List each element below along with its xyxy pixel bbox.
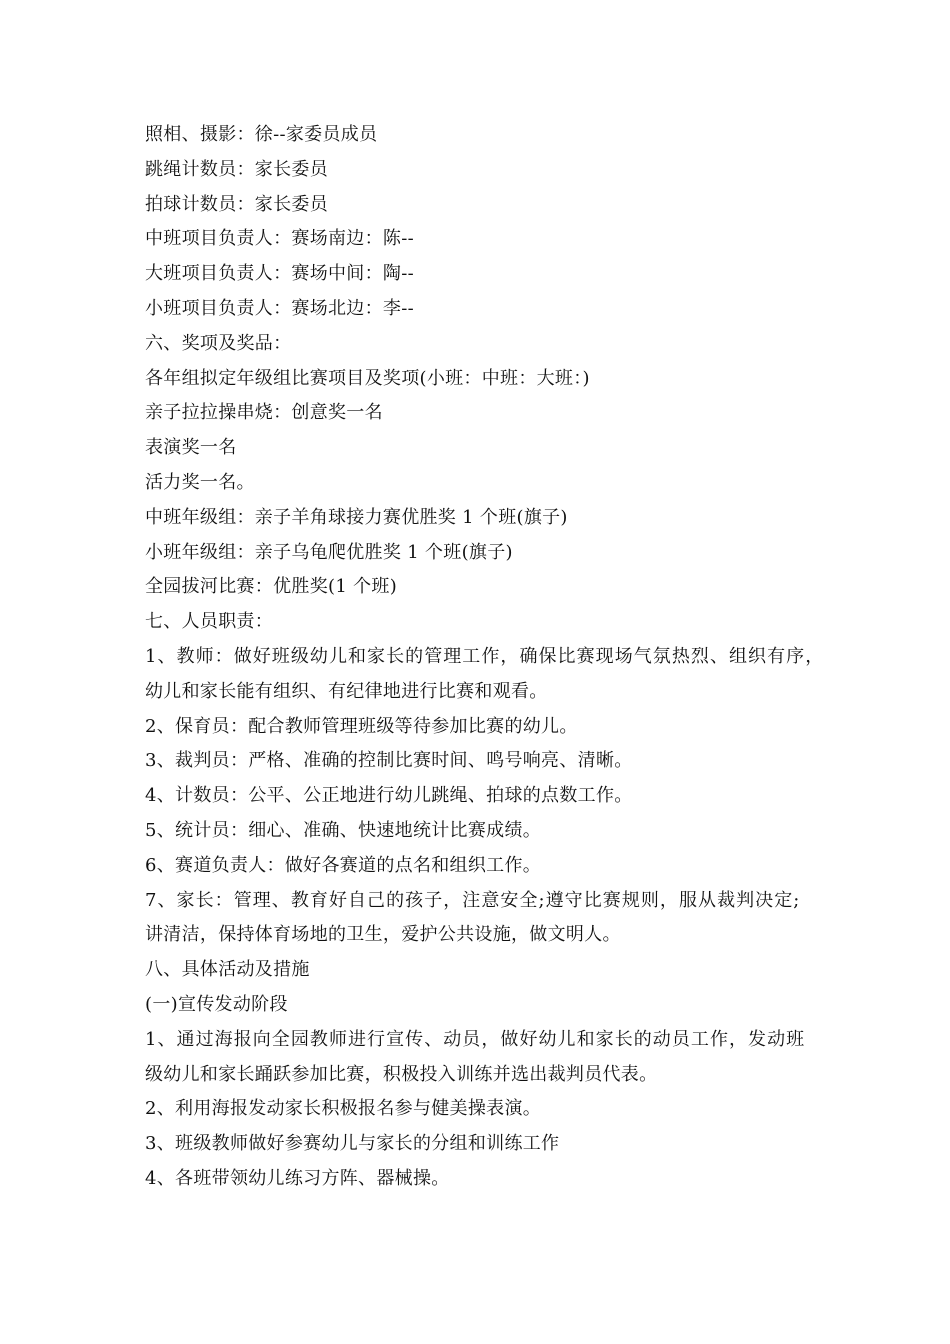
text-line-publicity-1: 1、通过海报向全园教师进行宣传、动员，做好幼儿和家长的动员工作，发动班 [145,1028,806,1050]
text-line-publicity-4: 4、各班带领幼儿练习方阵、器械操。 [145,1167,450,1189]
text-line-junior-class-lead: 小班项目负责人：赛场北边：李-- [145,297,414,319]
text-line-statistician-duty: 5、统计员：细心、准确、快速地统计比赛成绩。 [145,819,542,841]
document-body [145,118,825,1197]
text-line-parent-duty: 7、家长：管理、教育好自己的孩子，注意安全;遵守比赛规则，服从裁判决定; [145,889,801,911]
text-line-ball-counter: 拍球计数员：家长委员 [145,193,328,215]
text-line-publicity-3: 3、班级教师做好参赛幼儿与家长的分组和训练工作 [145,1133,560,1155]
section-heading-duties: 七、人员职责： [145,611,274,633]
text-line-caregiver-duty: 2、保育员：配合教师管理班级等待参加比赛的幼儿。 [145,715,578,737]
subsection-heading-publicity: (一)宣传发动阶段 [145,993,288,1015]
text-line-publicity-2: 2、利用海报发动家长积极报名参与健美操表演。 [145,1098,542,1120]
text-line-creative-award: 亲子拉拉操串烧：创意奖一名 [145,402,383,424]
text-line-parent-duty-cont: 讲清洁，保持体育场地的卫生，爱护公共设施，做文明人。 [145,924,621,946]
text-line-junior-grade-award: 小班年级组：亲子乌龟爬优胜奖 1 个班(旗子) [145,541,513,563]
text-line-tug-of-war-award: 全园拔河比赛：优胜奖(1 个班) [145,576,398,598]
text-line-performance-award: 表演奖一名 [145,437,237,459]
text-line-middle-class-lead: 中班项目负责人：赛场南边：陈-- [145,228,414,250]
section-heading-awards: 六、奖项及奖品： [145,332,292,354]
text-line-referee-duty: 3、裁判员：严格、准确的控制比赛时间、鸣号响亮、清晰。 [145,750,633,772]
text-line-track-lead-duty: 6、赛道负责人：做好各赛道的点名和组织工作。 [145,854,542,876]
text-line-teacher-duty-cont: 幼儿和家长能有组织、有纪律地进行比赛和观看。 [145,680,548,702]
section-heading-activities: 八、具体活动及措施 [145,959,310,981]
text-line-publicity-1-cont: 级幼儿和家长踊跃参加比赛，积极投入训练并选出裁判员代表。 [145,1063,658,1085]
text-line-senior-class-lead: 大班项目负责人：赛场中间：陶-- [145,263,414,285]
text-line-teacher-duty: 1、教师：做好班级幼儿和家长的管理工作，确保比赛现场气氛热烈、组织有序， [145,645,825,667]
text-line-photographer: 照相、摄影：徐--家委员成员 [145,124,378,145]
text-line-middle-grade-award: 中班年级组：亲子羊角球接力赛优胜奖 1 个班(旗子) [145,506,568,528]
text-line-counter-duty: 4、计数员：公平、公正地进行幼儿跳绳、拍球的点数工作。 [145,785,633,807]
text-line-rope-counter: 跳绳计数员：家长委员 [145,158,328,180]
text-line-awards-intro: 各年组拟定年级组比赛项目及奖项(小班：中班：大班：) [145,367,590,389]
text-line-vitality-award: 活力奖一名。 [145,471,255,493]
